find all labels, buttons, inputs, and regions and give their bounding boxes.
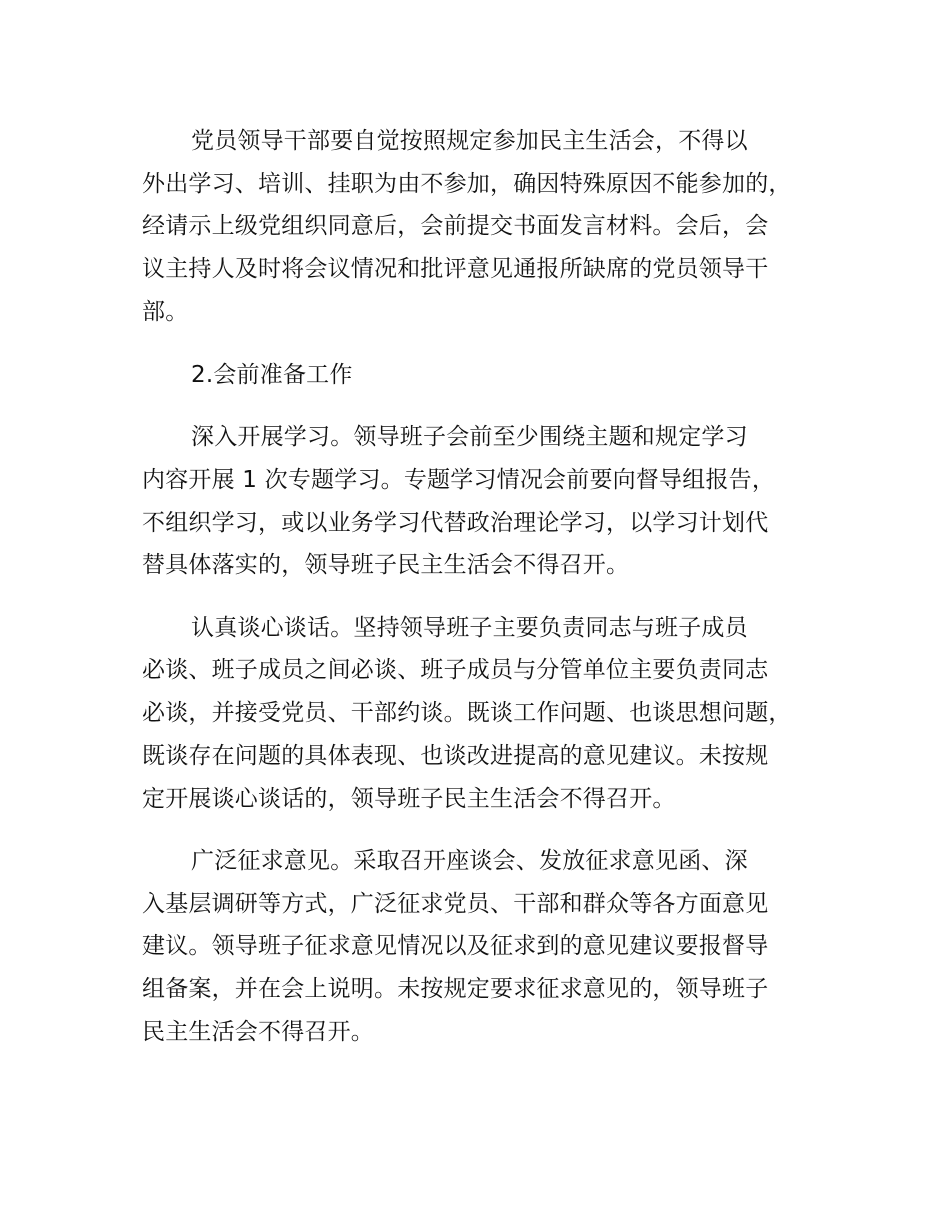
paragraph-line: 不组织学习，或以业务学习代替政治理论学习，以学习计划代 — [142, 510, 769, 536]
paragraph-line: 深入开展学习。领导班子会前至少围绕主题和规定学习 — [191, 424, 748, 450]
paragraph-line: 建议。领导班子征求意见情况以及征求到的意见建议要报督导 — [142, 933, 769, 959]
paragraph-line: 内容开展 1 次专题学习。专题学习情况会前要向督导组报告， — [142, 467, 776, 493]
paragraph-line: 既谈存在问题的具体表现、也谈改进提高的意见建议。未按规 — [142, 743, 769, 769]
paragraph-line: 民主生活会不得召开。 — [142, 1019, 374, 1045]
paragraph-line: 广泛征求意见。采取召开座谈会、发放征求意见函、深 — [191, 848, 748, 874]
paragraph-line: 必谈、班子成员之间必谈、班子成员与分管单位主要负责同志 — [142, 657, 769, 683]
paragraph-line: 替具体落实的，领导班子民主生活会不得召开。 — [142, 552, 630, 578]
paragraph-line: 议主持人及时将会议情况和批评意见通报所缺席的党员领导干 — [142, 256, 769, 282]
paragraph-line: 党员领导干部要自觉按照规定参加民主生活会，不得以 — [191, 128, 748, 154]
paragraph-line: 经请示上级党组织同意后，会前提交书面发言材料。会后，会 — [142, 213, 769, 239]
paragraph-line: 入基层调研等方式，广泛征求党员、干部和群众等各方面意见 — [142, 891, 769, 917]
section-heading-text: 2.会前准备工作 — [191, 362, 353, 388]
paragraph-line: 部。 — [142, 299, 189, 325]
paragraph-line: 外出学习、培训、挂职为由不参加，确因特殊原因不能参加的， — [142, 171, 792, 197]
paragraph-line: 认真谈心谈话。坚持领导班子主要负责同志与班子成员 — [191, 615, 748, 641]
paragraph-line: 组备案，并在会上说明。未按规定要求征求意见的，领导班子 — [142, 976, 769, 1002]
paragraph-line: 定开展谈心谈话的，领导班子民主生活会不得召开。 — [142, 786, 676, 812]
paragraph-line: 必谈，并接受党员、干部约谈。既谈工作问题、也谈思想问题， — [142, 700, 792, 726]
